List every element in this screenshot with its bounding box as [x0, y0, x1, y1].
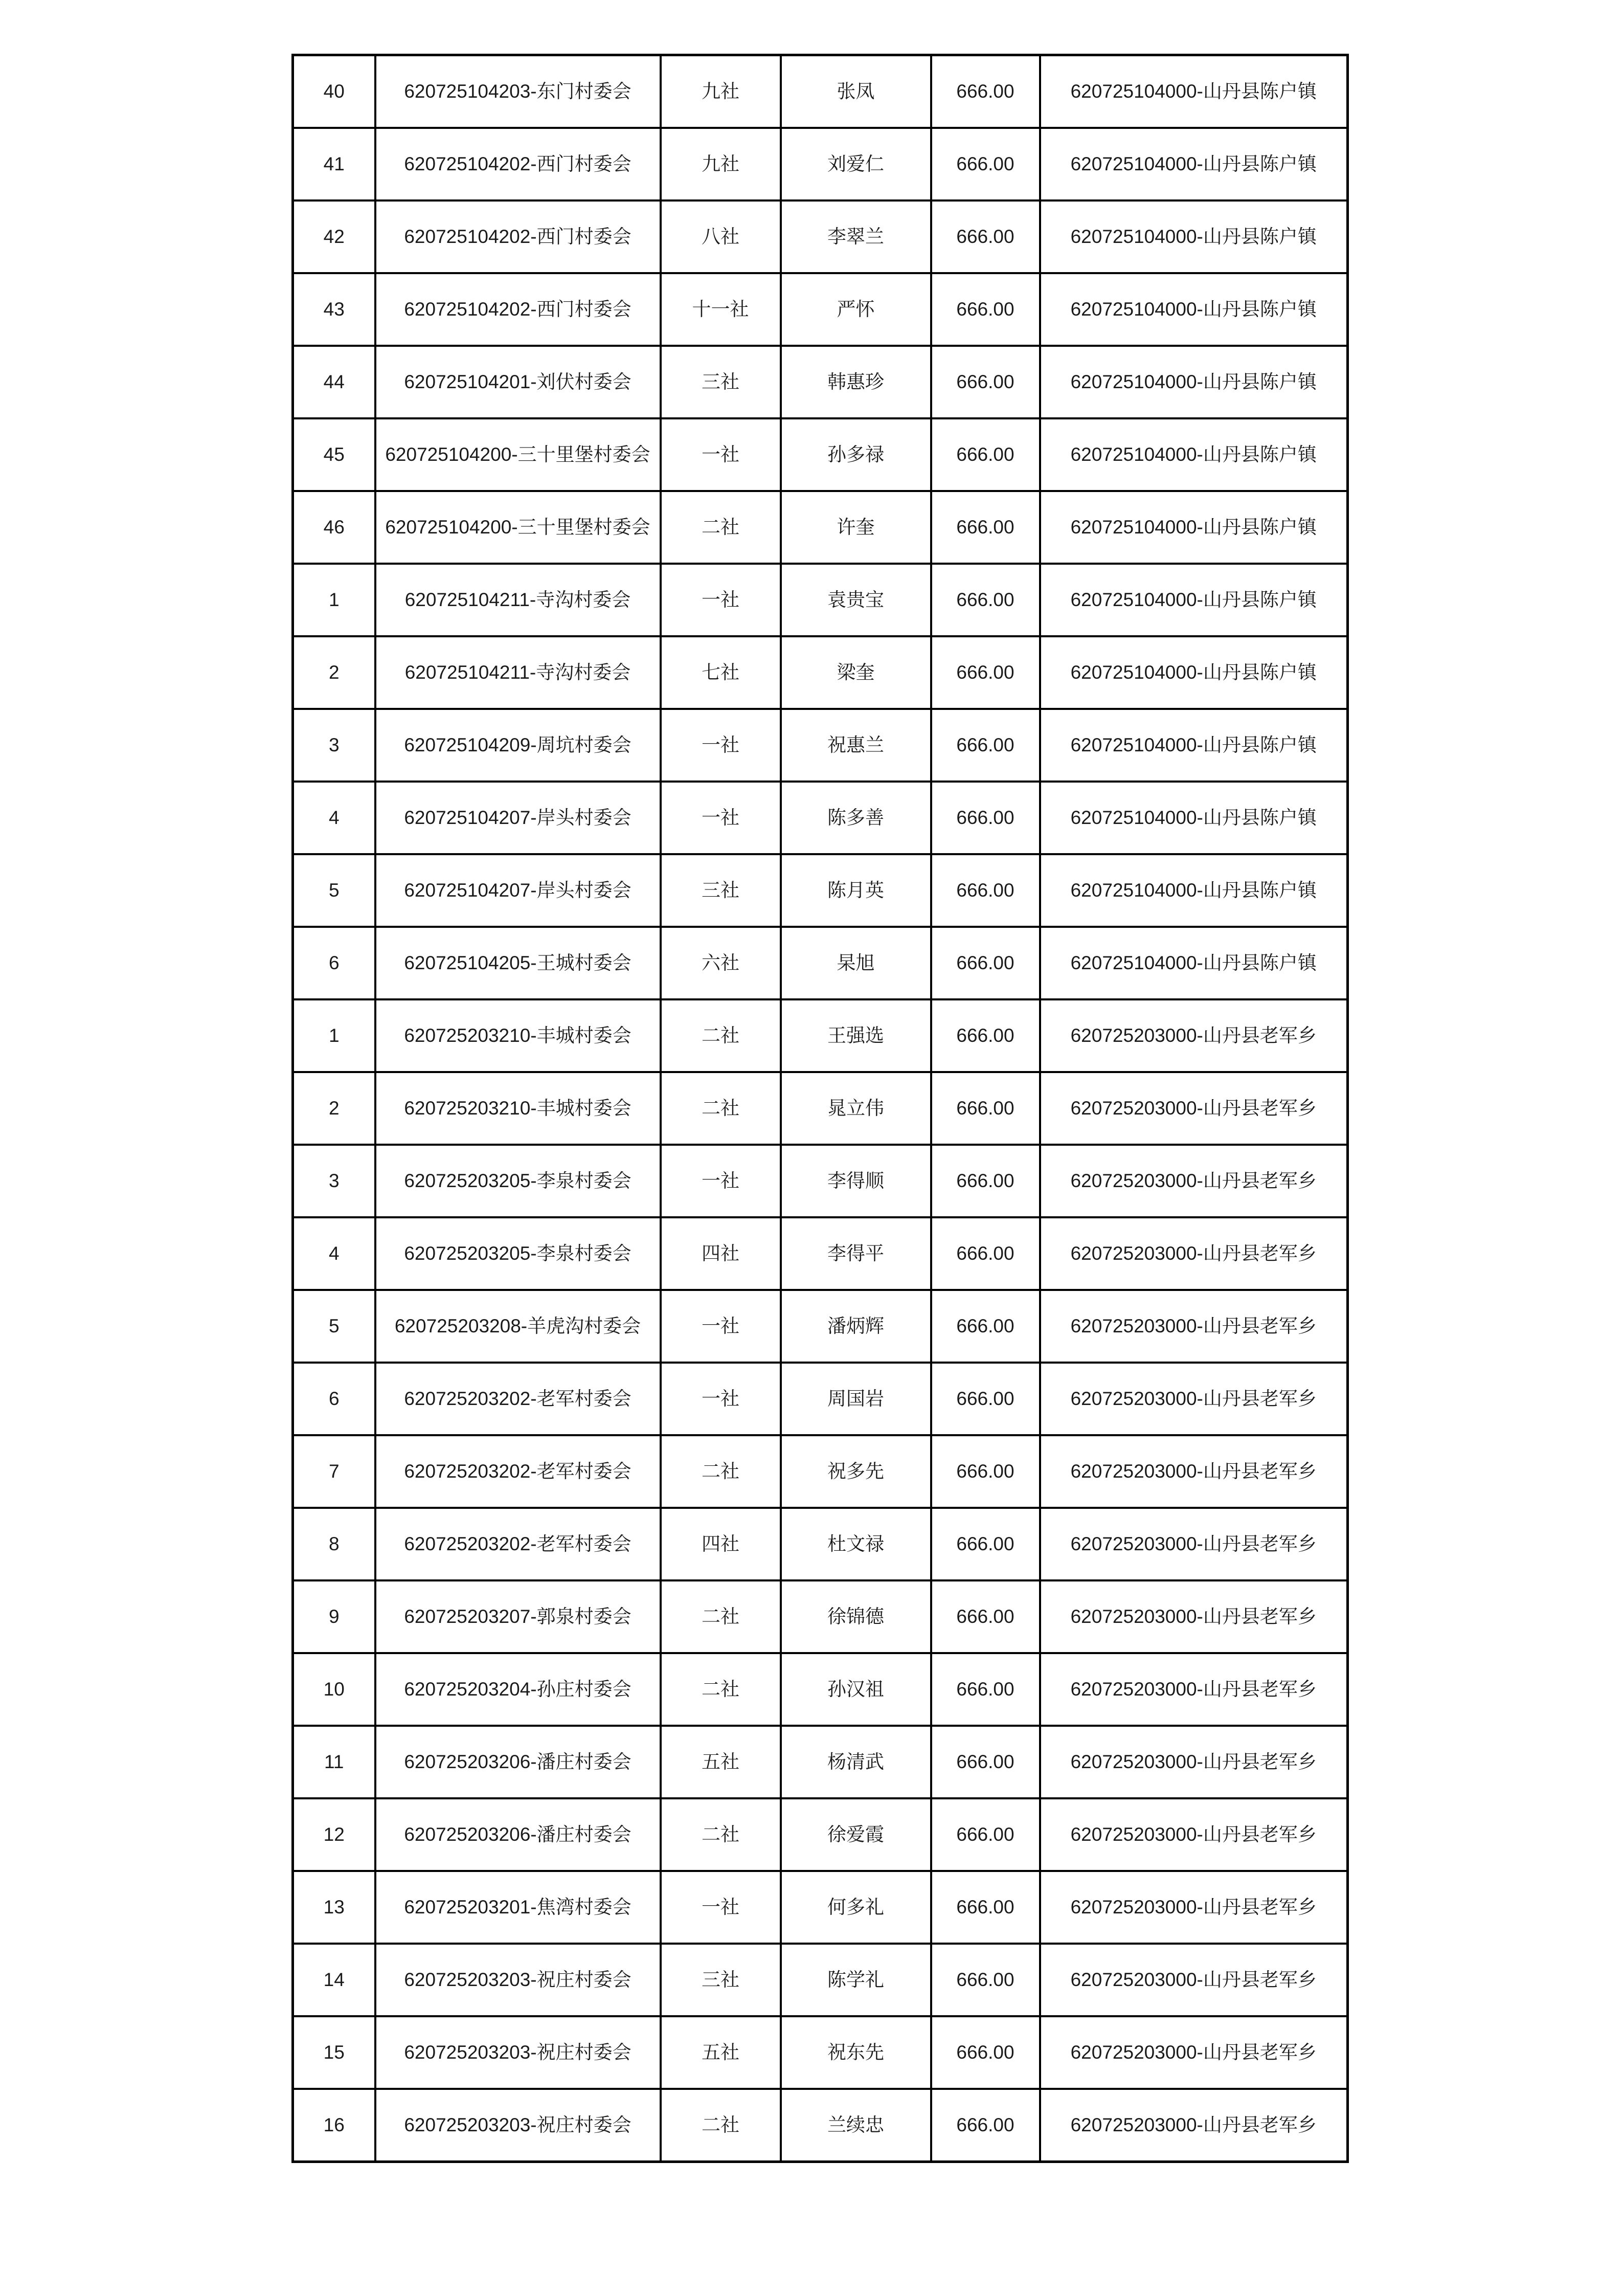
village-group-cell: 一社	[661, 1363, 781, 1435]
township-cell: 620725104000-山丹县陈户镇	[1040, 491, 1348, 564]
amount-cell: 666.00	[931, 1944, 1040, 2016]
village-committee-cell: 620725203207-郭泉村委会	[375, 1580, 661, 1653]
village-committee-cell: 620725203204-孙庄村委会	[375, 1653, 661, 1726]
village-committee-cell: 620725203202-老军村委会	[375, 1363, 661, 1435]
row-number-cell: 3	[293, 709, 375, 782]
township-cell: 620725104000-山丹县陈户镇	[1040, 273, 1348, 346]
person-name-cell: 杜文禄	[781, 1508, 931, 1580]
amount-cell: 666.00	[931, 782, 1040, 854]
table-row	[293, 1653, 1348, 1726]
township-cell: 620725203000-山丹县老军乡	[1040, 1072, 1348, 1145]
township-cell: 620725203000-山丹县老军乡	[1040, 1580, 1348, 1653]
village-committee-cell: 620725203203-祝庄村委会	[375, 1944, 661, 2016]
table-row	[293, 854, 1348, 927]
amount-cell: 666.00	[931, 128, 1040, 200]
village-committee-cell: 620725104209-周坑村委会	[375, 709, 661, 782]
township-cell: 620725203000-山丹县老军乡	[1040, 1290, 1348, 1363]
person-name-cell: 陈学礼	[781, 1944, 931, 2016]
row-number-cell: 1	[293, 564, 375, 636]
row-number-cell: 8	[293, 1508, 375, 1580]
table-row	[293, 709, 1348, 782]
person-name-cell: 严怀	[781, 273, 931, 346]
village-committee-cell: 620725203206-潘庄村委会	[375, 1798, 661, 1871]
row-number-cell: 16	[293, 2089, 375, 2162]
amount-cell: 666.00	[931, 273, 1040, 346]
table-row	[293, 273, 1348, 346]
row-number-cell: 15	[293, 2016, 375, 2089]
person-name-cell: 孙汉祖	[781, 1653, 931, 1726]
person-name-cell: 孙多禄	[781, 418, 931, 491]
row-number-cell: 7	[293, 1435, 375, 1508]
table-row	[293, 418, 1348, 491]
person-name-cell: 许奎	[781, 491, 931, 564]
village-group-cell: 一社	[661, 418, 781, 491]
amount-cell: 666.00	[931, 1726, 1040, 1798]
township-cell: 620725203000-山丹县老军乡	[1040, 1944, 1348, 2016]
village-committee-cell: 620725104211-寺沟村委会	[375, 564, 661, 636]
row-number-cell: 42	[293, 200, 375, 273]
amount-cell: 666.00	[931, 1798, 1040, 1871]
table-row	[293, 55, 1348, 128]
person-name-cell: 杲旭	[781, 927, 931, 999]
township-cell: 620725203000-山丹县老军乡	[1040, 1217, 1348, 1290]
row-number-cell: 5	[293, 1290, 375, 1363]
village-group-cell: 九社	[661, 128, 781, 200]
village-committee-cell: 620725203202-老军村委会	[375, 1435, 661, 1508]
township-cell: 620725104000-山丹县陈户镇	[1040, 346, 1348, 418]
row-number-cell: 41	[293, 128, 375, 200]
amount-cell: 666.00	[931, 491, 1040, 564]
amount-cell: 666.00	[931, 1290, 1040, 1363]
village-group-cell: 六社	[661, 927, 781, 999]
village-group-cell: 二社	[661, 2089, 781, 2162]
table-row	[293, 1363, 1348, 1435]
person-name-cell: 祝多先	[781, 1435, 931, 1508]
row-number-cell: 3	[293, 1145, 375, 1217]
township-cell: 620725104000-山丹县陈户镇	[1040, 564, 1348, 636]
table-row	[293, 1435, 1348, 1508]
row-number-cell: 4	[293, 1217, 375, 1290]
village-group-cell: 二社	[661, 999, 781, 1072]
village-committee-cell: 620725203201-焦湾村委会	[375, 1871, 661, 1944]
table-row	[293, 1145, 1348, 1217]
village-group-cell: 一社	[661, 1290, 781, 1363]
table-row	[293, 1798, 1348, 1871]
village-committee-cell: 620725203210-丰城村委会	[375, 1072, 661, 1145]
person-name-cell: 晁立伟	[781, 1072, 931, 1145]
person-name-cell: 王强选	[781, 999, 931, 1072]
amount-cell: 666.00	[931, 2016, 1040, 2089]
person-name-cell: 潘炳辉	[781, 1290, 931, 1363]
row-number-cell: 14	[293, 1944, 375, 2016]
table-row	[293, 1580, 1348, 1653]
amount-cell: 666.00	[931, 1072, 1040, 1145]
table-row	[293, 2016, 1348, 2089]
row-number-cell: 12	[293, 1798, 375, 1871]
amount-cell: 666.00	[931, 418, 1040, 491]
village-committee-cell: 620725203203-祝庄村委会	[375, 2016, 661, 2089]
township-cell: 620725104000-山丹县陈户镇	[1040, 418, 1348, 491]
person-name-cell: 徐锦德	[781, 1580, 931, 1653]
person-name-cell: 李翠兰	[781, 200, 931, 273]
amount-cell: 666.00	[931, 346, 1040, 418]
row-number-cell: 4	[293, 782, 375, 854]
township-cell: 620725104000-山丹县陈户镇	[1040, 709, 1348, 782]
amount-cell: 666.00	[931, 927, 1040, 999]
person-name-cell: 杨清武	[781, 1726, 931, 1798]
table-body	[293, 55, 1348, 2162]
village-committee-cell: 620725104202-西门村委会	[375, 273, 661, 346]
village-committee-cell: 620725104202-西门村委会	[375, 200, 661, 273]
amount-cell: 666.00	[931, 200, 1040, 273]
amount-cell: 666.00	[931, 636, 1040, 709]
row-number-cell: 6	[293, 927, 375, 999]
village-committee-cell: 620725104211-寺沟村委会	[375, 636, 661, 709]
village-group-cell: 二社	[661, 1580, 781, 1653]
amount-cell: 666.00	[931, 564, 1040, 636]
amount-cell: 666.00	[931, 1871, 1040, 1944]
village-committee-cell: 620725104202-西门村委会	[375, 128, 661, 200]
table-row	[293, 128, 1348, 200]
township-cell: 620725203000-山丹县老军乡	[1040, 1726, 1348, 1798]
row-number-cell: 9	[293, 1580, 375, 1653]
township-cell: 620725104000-山丹县陈户镇	[1040, 927, 1348, 999]
amount-cell: 666.00	[931, 1508, 1040, 1580]
township-cell: 620725104000-山丹县陈户镇	[1040, 200, 1348, 273]
village-group-cell: 八社	[661, 200, 781, 273]
village-group-cell: 三社	[661, 346, 781, 418]
village-group-cell: 一社	[661, 1871, 781, 1944]
township-cell: 620725203000-山丹县老军乡	[1040, 1798, 1348, 1871]
person-name-cell: 陈多善	[781, 782, 931, 854]
village-group-cell: 二社	[661, 1072, 781, 1145]
village-group-cell: 二社	[661, 1653, 781, 1726]
person-name-cell: 兰续忠	[781, 2089, 931, 2162]
township-cell: 620725203000-山丹县老军乡	[1040, 1363, 1348, 1435]
person-name-cell: 何多礼	[781, 1871, 931, 1944]
village-committee-cell: 620725104207-岸头村委会	[375, 782, 661, 854]
table-row	[293, 1508, 1348, 1580]
village-group-cell: 一社	[661, 782, 781, 854]
amount-cell: 666.00	[931, 1653, 1040, 1726]
person-name-cell: 袁贵宝	[781, 564, 931, 636]
village-group-cell: 五社	[661, 2016, 781, 2089]
table-row	[293, 1290, 1348, 1363]
village-committee-cell: 620725203202-老军村委会	[375, 1508, 661, 1580]
village-committee-cell: 620725203206-潘庄村委会	[375, 1726, 661, 1798]
subsidy-table	[291, 54, 1349, 2163]
row-number-cell: 44	[293, 346, 375, 418]
township-cell: 620725203000-山丹县老军乡	[1040, 999, 1348, 1072]
person-name-cell: 梁奎	[781, 636, 931, 709]
row-number-cell: 40	[293, 55, 375, 128]
person-name-cell: 祝东先	[781, 2016, 931, 2089]
village-committee-cell: 620725104200-三十里堡村委会	[375, 418, 661, 491]
amount-cell: 666.00	[931, 1217, 1040, 1290]
table-row	[293, 200, 1348, 273]
township-cell: 620725203000-山丹县老军乡	[1040, 1435, 1348, 1508]
person-name-cell: 祝惠兰	[781, 709, 931, 782]
village-group-cell: 一社	[661, 709, 781, 782]
village-group-cell: 九社	[661, 55, 781, 128]
village-group-cell: 四社	[661, 1217, 781, 1290]
person-name-cell: 张凤	[781, 55, 931, 128]
amount-cell: 666.00	[931, 1435, 1040, 1508]
amount-cell: 666.00	[931, 999, 1040, 1072]
row-number-cell: 46	[293, 491, 375, 564]
table-row	[293, 564, 1348, 636]
row-number-cell: 13	[293, 1871, 375, 1944]
village-committee-cell: 620725104200-三十里堡村委会	[375, 491, 661, 564]
village-committee-cell: 620725104203-东门村委会	[375, 55, 661, 128]
village-committee-cell: 620725203205-李泉村委会	[375, 1217, 661, 1290]
village-group-cell: 十一社	[661, 273, 781, 346]
village-group-cell: 二社	[661, 491, 781, 564]
row-number-cell: 45	[293, 418, 375, 491]
village-group-cell: 七社	[661, 636, 781, 709]
table-row	[293, 999, 1348, 1072]
village-group-cell: 二社	[661, 1435, 781, 1508]
table-row	[293, 346, 1348, 418]
amount-cell: 666.00	[931, 709, 1040, 782]
township-cell: 620725203000-山丹县老军乡	[1040, 2089, 1348, 2162]
row-number-cell: 11	[293, 1726, 375, 1798]
village-committee-cell: 620725203203-祝庄村委会	[375, 2089, 661, 2162]
village-committee-cell: 620725203205-李泉村委会	[375, 1145, 661, 1217]
person-name-cell: 李得顺	[781, 1145, 931, 1217]
township-cell: 620725203000-山丹县老军乡	[1040, 2016, 1348, 2089]
village-committee-cell: 620725104207-岸头村委会	[375, 854, 661, 927]
township-cell: 620725104000-山丹县陈户镇	[1040, 636, 1348, 709]
table-row	[293, 2089, 1348, 2162]
table-row	[293, 1072, 1348, 1145]
row-number-cell: 10	[293, 1653, 375, 1726]
village-group-cell: 三社	[661, 1944, 781, 2016]
township-cell: 620725104000-山丹县陈户镇	[1040, 128, 1348, 200]
amount-cell: 666.00	[931, 55, 1040, 128]
table-row	[293, 1726, 1348, 1798]
village-committee-cell: 620725104201-刘伏村委会	[375, 346, 661, 418]
person-name-cell: 徐爱霞	[781, 1798, 931, 1871]
person-name-cell: 李得平	[781, 1217, 931, 1290]
table-row	[293, 1217, 1348, 1290]
township-cell: 620725203000-山丹县老军乡	[1040, 1653, 1348, 1726]
person-name-cell: 陈月英	[781, 854, 931, 927]
table-row	[293, 491, 1348, 564]
table-row	[293, 1871, 1348, 1944]
table-row	[293, 636, 1348, 709]
table-row	[293, 927, 1348, 999]
village-group-cell: 一社	[661, 564, 781, 636]
township-cell: 620725203000-山丹县老军乡	[1040, 1145, 1348, 1217]
row-number-cell: 5	[293, 854, 375, 927]
person-name-cell: 韩惠珍	[781, 346, 931, 418]
person-name-cell: 周国岩	[781, 1363, 931, 1435]
table-row	[293, 782, 1348, 854]
village-group-cell: 三社	[661, 854, 781, 927]
row-number-cell: 6	[293, 1363, 375, 1435]
village-group-cell: 五社	[661, 1726, 781, 1798]
village-group-cell: 四社	[661, 1508, 781, 1580]
row-number-cell: 43	[293, 273, 375, 346]
township-cell: 620725104000-山丹县陈户镇	[1040, 55, 1348, 128]
village-group-cell: 二社	[661, 1798, 781, 1871]
amount-cell: 666.00	[931, 1363, 1040, 1435]
village-committee-cell: 620725203208-羊虎沟村委会	[375, 1290, 661, 1363]
row-number-cell: 2	[293, 636, 375, 709]
township-cell: 620725104000-山丹县陈户镇	[1040, 854, 1348, 927]
amount-cell: 666.00	[931, 2089, 1040, 2162]
village-committee-cell: 620725104205-王城村委会	[375, 927, 661, 999]
village-group-cell: 一社	[661, 1145, 781, 1217]
amount-cell: 666.00	[931, 1580, 1040, 1653]
township-cell: 620725203000-山丹县老军乡	[1040, 1871, 1348, 1944]
row-number-cell: 2	[293, 1072, 375, 1145]
amount-cell: 666.00	[931, 1145, 1040, 1217]
person-name-cell: 刘爱仁	[781, 128, 931, 200]
village-committee-cell: 620725203210-丰城村委会	[375, 999, 661, 1072]
table-row	[293, 1944, 1348, 2016]
township-cell: 620725104000-山丹县陈户镇	[1040, 782, 1348, 854]
township-cell: 620725203000-山丹县老军乡	[1040, 1508, 1348, 1580]
amount-cell: 666.00	[931, 854, 1040, 927]
row-number-cell: 1	[293, 999, 375, 1072]
